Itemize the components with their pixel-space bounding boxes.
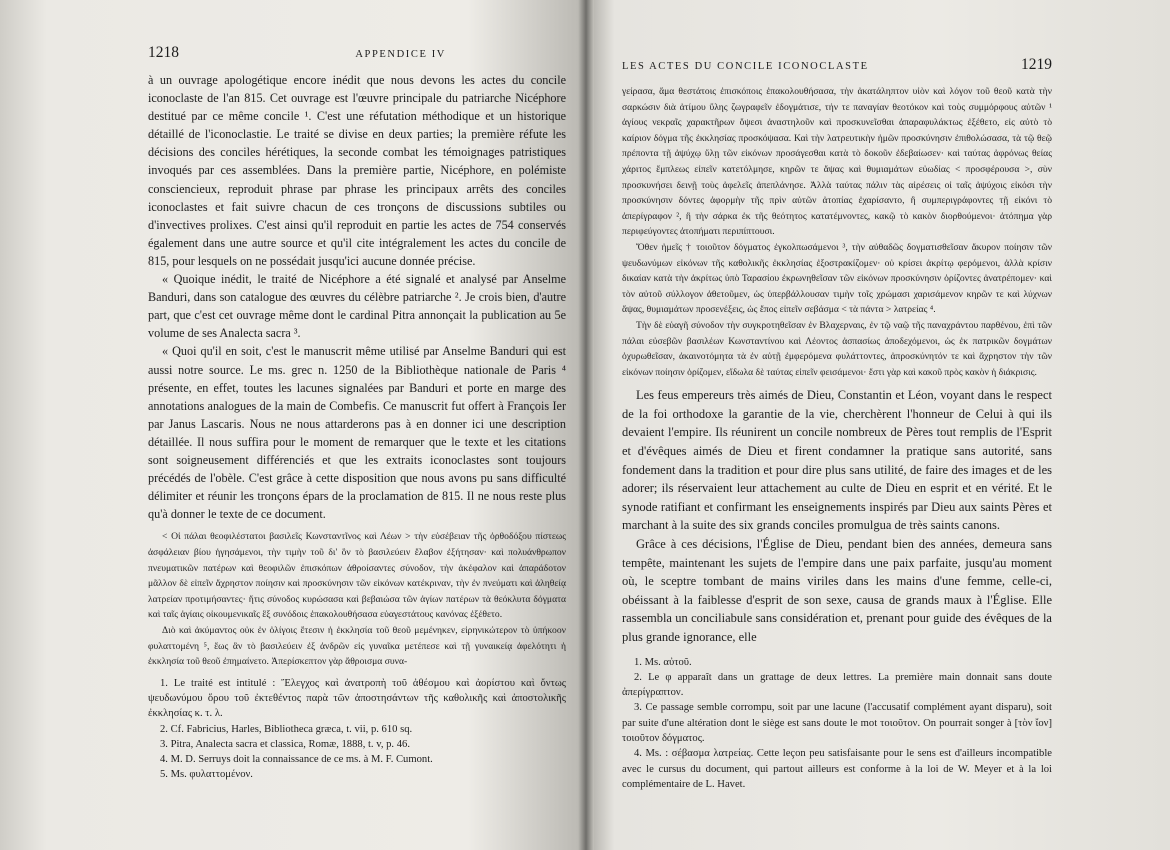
right-running-title: LES ACTES DU CONCILE ICONOCLASTE bbox=[622, 61, 869, 72]
greek-paragraph: Ὅθεν ἠμεῖς † τοιοῦτον δόγματος ἐγκολπωσάμενοι ³, τὴν αὐθαδῶς δογματισθεῖσαν ἄκυρον ποίησιν τῶν ψευδωνύμων εἰκόνων τῆς καθολικῆς ἐκκλησίας ἐξοστρακίζομεν· οὐ κρίσει ἀκρίτῳ φερόμενοι, ἀλλὰ κρίσιν δικαίαν κατὰ τὴν ἀκρίτως ὑπὸ Ταρασίου ἐκρωνηθεῖσαν τῶν εἰκόνων προσκύνησιν ὁρίζοντες ἀνατρέπομεν· καὶ τὸν αὐτοῦ σύλλογον ἀθετοῦμεν, ὡς ὑπερβάλλουσαν τιμὴν τοῖς χρώμασι χαρισάμενον κηρῶν τε καὶ λύχνων ἅψας, θυμιαμάτων προσενέξεις, ὡς ἔπος εἰπεῖν σεβάσμα < τὰ πάντα > λατρείας ⁴. bbox=[622, 241, 1052, 316]
greek-paragraph: < Οἱ πάλαι θεοφιλέστατοι βασιλεῖς Κωνσταντῖνος καὶ Λέων > τὴν εὐσέβειαν τῆς ὀρθοδόξου πίστεως ἀσφάλειαν βίου ἡγησάμενοι, τὴν τιμὴν τοῦ δι' ὃν τὸ βασιλεύειν ἔλαβον ἐξήτησαν· καὶ πολυάνθρωπον πνευματικῶν πατέρων καὶ θεοφιλῶν ἐπισκόπων ἀθροίσαντες σύνοδον, τὴν ἀκέφαλον καὶ ἀπαράδοτον μᾶλλον δὲ εἰπεῖν ἄχρηστον ποίησιν καὶ προσκύνησιν τῶν εἰκόνων κατέκριναν, τὴν ἐν πνεύματι καὶ ἀληθείᾳ λατρείαν προτιμήσαντες· ἥτις σύνοδος κυρώσασα καὶ βεβαιώσα τῶν ἁγίων πατέρων τὰ θεόκλυτα δόγματα καὶ ταῖς ἁγίαις οἰκουμενικαῖς ἓξ συνόδοις ἐπακολουθήσασα εὐαγεστάτους κανόνας ἐξέθετο. bbox=[148, 531, 566, 621]
right-paragraph: Les feus empereurs très aimés de Dieu, Constantin et Léon, voyant dans le respect de la foi orthodoxe la garantie de la vie, cherchèrent l'honneur de Celui à qui ils devaient l'empire. Ils réunirent un concile nombreux de Pères tout remplis de l'Esprit et d'évêques aimés de Dieu et firent condamner la pratique sans autorité, sans fondement dans la tradition et pour dire plus sans utilité, de faire des images et de les adorer; ils réservaient leur attachement au culte de Dieu en esprit et en vérité. Et le synode ratifiant et confirmant les enseignements inspirés par Dieu aux saints Pères et marchant à la suite des six grands conciles promulgua de très saints canons. bbox=[622, 388, 1052, 533]
left-body-text bbox=[148, 71, 566, 523]
footnote: 4. M. D. Serruys doit la connaissance de ce ms. à M. F. Cumont. bbox=[160, 754, 433, 766]
greek-paragraph: Τὴν δὲ εὐαγῆ σύνοδον τὴν συγκροτηθεῖσαν ἐν Βλαχερναις, ἐν τῷ ναῷ τῆς παναχράντου παρθένου, ἐπὶ τῶν πάλαι εὐσεβῶν βασιλέων Κωνσταντίνου καὶ Λέοντος ἀσπασίως ἀποδεχόμενοι, ὡς ἐκ πατρικῶν δογμάτων ὀχυρωθεῖσαν, ἀκαινοτόμητα τὰ ἐν αὐτῇ ἐμφερόμενα φυλάττοντες, ἀπροσκύνητόν τε καὶ ἄχρηστον τὴν τῶν εἰκόνων ποίησιν ὁρίζομεν, εἴδωλα δὲ ταύτας εἰπεῖν φεισάμενοι· ἔστι γὰρ καὶ κακοῦ πρὸς κακὸν ἡ διάκρισις. bbox=[622, 319, 1052, 378]
left-footnotes bbox=[148, 676, 566, 783]
right-page-number: 1219 bbox=[1021, 56, 1052, 73]
footnote: 1. Le traité est intitulé : Ἔλεγχος καὶ ἀνατροπὴ τοῦ ἀθέσμου καὶ ἀορίστου καὶ ὄντως ψευδωνύμου ὅρου τοῦ ἐκτεθέντος παρὰ τῶν ἀποστησάντων τῆς καθολικῆς καὶ ἀποστολικῆς ἐκκλησίας κ. τ. λ. bbox=[148, 677, 566, 720]
footnote: 3. Pitra, Analecta sacra et classica, Romæ, 1888, t. v, p. 46. bbox=[160, 738, 410, 750]
left-paragraph: à un ouvrage apologétique encore inédit que nous devons les actes du concile iconoclaste de l'an 815. Cet ouvrage est l'œuvre principale du patriarche Nicéphore destitué par ce même concile ¹. C'est une réfutation méthodique et un historique détaillé de l'iconoclastie. Le traité se divise en deux parties; la première réfute les décisions des conciles hérétiques, la seconde combat les témoignages patristiques invoqués par ces assemblées. Dans la première partie, Nicéphore, en polémiste consciencieux, reproduit phrase par phrase les principaux arrêts des conciles iconoclastes et fait suivre chacun de ces tronçons de discussions subtiles ou d'invectives prolixes. C'est ainsi qu'il reproduit en partie les actes de 754 conservés également dans une autre source et qu'il cite intégralement les actes du concile de 815, pour lesquels on ne possédait jusqu'ici aucune donnée précise. bbox=[148, 73, 566, 268]
left-running-title: APPENDICE IV bbox=[355, 49, 446, 60]
right-page bbox=[585, 0, 1170, 850]
right-body-text bbox=[622, 386, 1052, 646]
left-running-head bbox=[148, 44, 566, 62]
right-greek-text bbox=[622, 84, 1052, 380]
left-page-number: 1218 bbox=[148, 44, 179, 61]
footnote: 2. Le φ apparaît dans un grattage de deux lettres. La première main donnait sans doute ἀπερίγραπτον. bbox=[622, 671, 1052, 699]
footnote: 3. Ce passage semble corrompu, soit par une lacune (l'accusatif complément ayant disparu), soit par suite d'une altération dont le siège est sans doute le mot τοιοῦτον. On pourrait songer à [τὸν ἴον] τοιοῦτον δόγματος. bbox=[622, 702, 1052, 745]
footnote: 4. Ms. : σέβασμα λατρείας. Cette leçon peu satisfaisante pour le sens est d'ailleurs incompatible avec le cursus du document, qui partout ailleurs est conforme à la loi de W. Meyer et à la loi complémentaire de L. Havet. bbox=[622, 748, 1052, 790]
left-greek-text bbox=[148, 529, 566, 669]
footnote: 5. Ms. φυλαττομένον. bbox=[160, 769, 253, 781]
left-paragraph: « Quoi qu'il en soit, c'est le manuscrit même utilisé par Anselme Banduri qui est aussi notre source. Le ms. grec n. 1250 de la Bibliothèque nationale de Paris ⁴ présente, en effet, toutes les lacunes signalées par Banduri et porte en marge des annotations analogues de la main de Combefis. Ce manuscrit fut offert à François Ier par Janus Lascaris. Nous ne nous attarderons pas à en donner ici une description détaillée. Il nous suffira pour le moment de remarquer que le texte et les citations sont soigneusement différenciés et que les extraits iconoclastes sont toujours précédés de l'obèle. C'est grâce à cette disposition que nous avons pu sans difficulté délimiter et réunir les tronçons épars de la proclamation de 815. Il ne nous reste plus qu'à donner le texte de ce document. bbox=[148, 344, 566, 522]
footnote: 1. Ms. αὐτοῦ. bbox=[634, 656, 692, 668]
footnote: 2. Cf. Fabricius, Harles, Bibliotheca græca, t. vii, p. 610 sq. bbox=[160, 723, 413, 735]
greek-paragraph: γείρασα, ἅμα θεστάτοις ἐπισκόποις ἐπακολουθήσασα, τὴν ἀκατάληπτον υἱὸν καὶ λόγον τοῦ θεοῦ κατὰ τὴν σαρκώσιν διὰ ἀτίμου ὕλης ζωγραφεῖν ἐδογμάτισε, τήν τε παναγίαν θεοτόκον καὶ τοὺς συμμόρφους αὐτῶν ¹ ἁγίους νεκραῖς χαρακτῆρων ὄψεσι ἀναστηλοῦν καὶ προσκυνεῖσθαι ἀπαραφυλάκτως ἐξέθετο, εἰς αὐτὸ τὸ καίριον δόγμα τῆς ἐκκλησίας προσκόψασα. Καὶ τὴν λατρευτικὴν ἡμῶν προσκύνησιν ἐπιθολώσασα, τὰ τῷ θεῷ πρέποντα τῇ ἀψύχῳ ὕλῃ τῶν εἰκόνων προσάγεσθαι κατὰ τὸ δοκοῦν ἐδεβαίωσεν· καὶ ταύτας ἀφρόνως θείας χάριτος ἔμπλεως εἰπεῖν κατετόλμησε, κηρῶν τε ἅψας καὶ θυμιαμάτων εὐωδίας < προσφέρουσα >, σὺν προσκυνήσει δεινῇ τοὺς ἀφελεῖς ἀπεπλάνησε. Ἀλλὰ ταύτας πάλιν τὰς αἱρέσεις οἱ ταῖς ἀψύχοις εἰκόσι τὴν προσκύνησιν δόντες ἀφορμὴν τῆς πρὶν αὐτῶν ἀτοπίας ἐχαρίσαντο, ἢ συμπεριγράφοντες τῇ εἰκόνι τὸ ἀπερίγραφον ², ἢ τὴν σάρκα ἐκ τῆς θεότητος κατατέμνοντες, κακῷ τὸ κακὸν διορθούμενοι· ἀτόπημα γὰρ περιφεύγοντες ἀτοπήματι περιπίπτουσι. bbox=[622, 86, 1052, 238]
right-footnotes bbox=[622, 655, 1052, 793]
left-paragraph: « Quoique inédit, le traité de Nicéphore a été signalé et analysé par Anselme Banduri, dans son catalogue des œuvres du célèbre patriarche ². Je crois bien, d'autre part, que c'est cet ouvrage même dont le cardinal Pitra annonçait la publication au 5e volume de ses Analecta sacra ³. bbox=[148, 272, 566, 341]
book-gutter bbox=[578, 0, 594, 850]
greek-paragraph: Διὸ καὶ ἀκύμαντος οὐκ ἐν ὀλίγοις ἔτεσιν ἡ ἐκκλησία τοῦ θεοῦ μεμένηκεν, εἰρηνικώτερον τὸ ὑπήκοον φυλαττομένη ⁵, ἕως ἂν τὸ βασιλεύειν ἐξ ἀνδρῶν εἰς γυναῖκα μετέπεσε καὶ τῇ γυναικείᾳ ἀφελότητι ἡ ἐκκλησία τοῦ θεοῦ ἐπημαίνετο. Ἀπερίσκεπτον γὰρ ἄθροισμα συνα- bbox=[148, 624, 566, 668]
right-paragraph: Grâce à ces décisions, l'Église de Dieu, pendant bien des années, demeura sans tempête, maintenant les sujets de l'empire dans une paix parfaite, jusqu'au moment où, le sceptre tombant de mains viriles dans les mains d'une femme, celle-ci, obéissant à la faiblesse d'esprit de son sexe, causa de grands maux à l'Église. Elle rassembla un conciliabule sans considération et, prenant pour guide des évêques de la plus grande ignorance, elle bbox=[622, 537, 1052, 644]
right-running-head bbox=[622, 56, 1052, 74]
